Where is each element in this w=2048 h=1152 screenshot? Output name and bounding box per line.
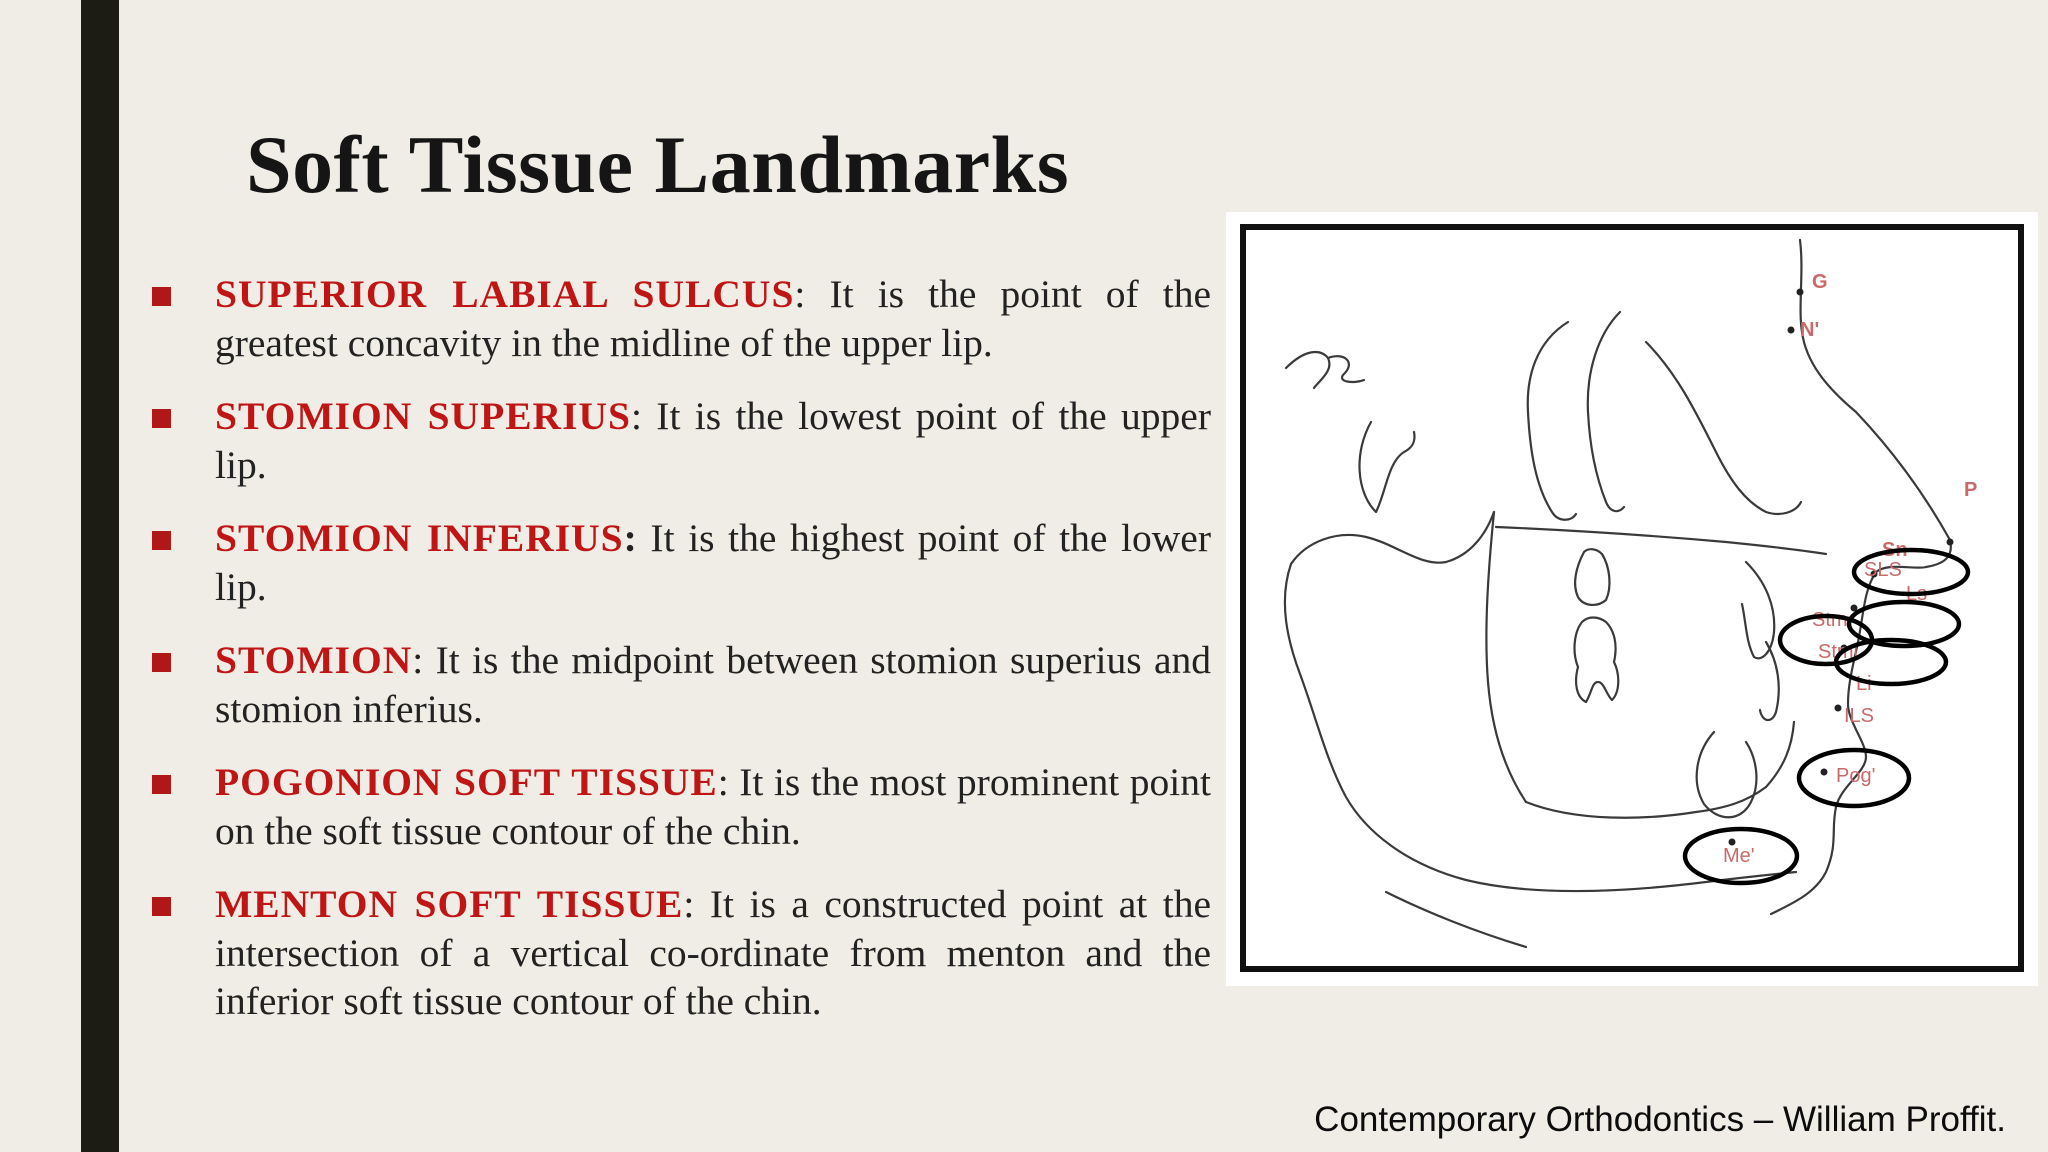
- separator: :: [717, 760, 729, 804]
- landmark-dot-ils: [1835, 705, 1842, 712]
- term: POGONION SOFT TISSUE: [215, 760, 718, 804]
- separator: :: [683, 882, 695, 926]
- bullet-pogonion-soft-tissue: [150, 758, 1211, 855]
- label-me: Me': [1723, 845, 1755, 867]
- definition: It is the highest point of the lower lip.: [215, 516, 1211, 609]
- citation: Contemporary Orthodontics – William Proffit.: [1314, 1100, 2006, 1139]
- left-accent-bar: [81, 0, 119, 1152]
- landmark-list: [150, 270, 1211, 1051]
- square-bullet-icon: [152, 287, 171, 306]
- landmark-dot-n: [1788, 327, 1795, 334]
- definition: It is a constructed point at the intersection of a vertical co-ordinate from menton and the inferior soft tissue contour of the chin.: [215, 882, 1211, 1023]
- label-stms: Stm: [1812, 609, 1848, 631]
- term: SUPERIOR LABIAL SULCUS: [215, 272, 795, 316]
- bullet-menton-soft-tissue: [150, 880, 1211, 1026]
- separator: :: [623, 516, 637, 560]
- bullet-stomion-inferius: [150, 514, 1211, 611]
- label-g: G: [1812, 271, 1828, 293]
- square-bullet-icon: [152, 897, 171, 916]
- bullet-stomion: [150, 636, 1211, 733]
- square-bullet-icon: [152, 409, 171, 428]
- separator: :: [630, 394, 642, 438]
- label-stmi: Stmi: [1818, 641, 1858, 663]
- landmark-dot-g: [1797, 289, 1804, 296]
- bullet-stomion-superius: [150, 392, 1211, 489]
- landmark-dot-pog: [1821, 769, 1828, 776]
- label-li: Li: [1856, 673, 1872, 695]
- separator: :: [412, 638, 424, 682]
- separator: :: [794, 272, 806, 316]
- term: STOMION INFERIUS: [215, 516, 624, 560]
- square-bullet-icon: [152, 653, 171, 672]
- square-bullet-icon: [152, 775, 171, 794]
- landmark-dot-p: [1947, 539, 1954, 546]
- label-pog: Pog': [1836, 765, 1876, 787]
- definition: It is the lowest point of the upper lip.: [215, 394, 1211, 487]
- square-bullet-icon: [152, 531, 171, 550]
- label-n: N': [1800, 319, 1820, 341]
- definition: It is the most prominent point on the soft tissue contour of the chin.: [215, 760, 1211, 853]
- label-ls: Ls: [1906, 583, 1928, 605]
- definition: It is the midpoint between stomion superius and stomion inferius.: [215, 638, 1211, 731]
- term: MENTON SOFT TISSUE: [215, 882, 684, 926]
- label-p: P: [1964, 479, 1978, 501]
- label-sn: Sn: [1882, 539, 1908, 561]
- bullet-superior-labial-sulcus: [150, 270, 1211, 367]
- definition: It is the point of the greatest concavity in the midline of the upper lip.: [215, 272, 1211, 365]
- cephalometric-tracing: [1226, 212, 2038, 986]
- label-ils: ILS: [1844, 705, 1875, 727]
- term: STOMION: [215, 638, 413, 682]
- cephalometric-figure: [1226, 212, 2038, 986]
- label-sls: SLS: [1864, 559, 1902, 581]
- figure-frame: [1243, 227, 2021, 969]
- slide-title: Soft Tissue Landmarks: [246, 119, 1070, 210]
- term: STOMION SUPERIUS: [215, 394, 631, 438]
